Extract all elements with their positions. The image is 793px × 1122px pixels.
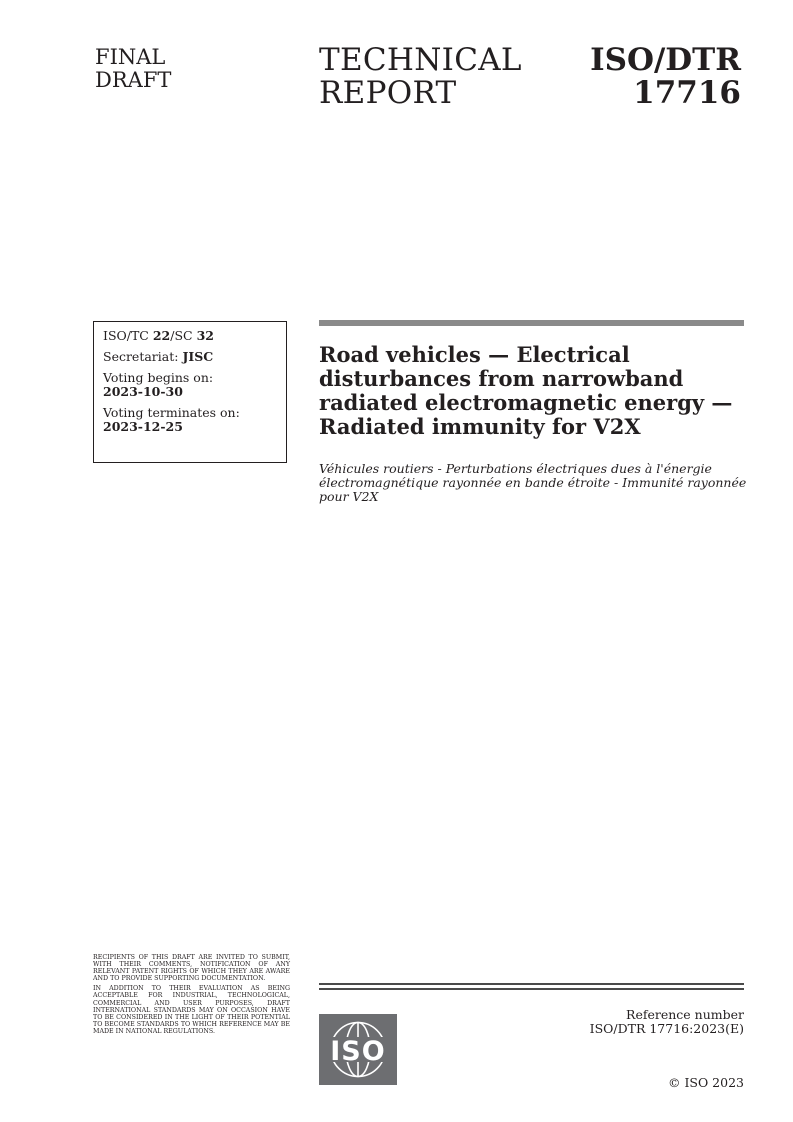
french-title-line-1: Véhicules routiers - Perturbations électriques dues à l'énergie (319, 461, 712, 476)
document-title (319, 343, 749, 439)
voting-begins-label: Voting begins on: (103, 370, 214, 385)
copyright-notice: © ISO 2023 (667, 1075, 744, 1090)
voting-begins-value (103, 385, 277, 399)
title-divider (319, 320, 744, 326)
recipients-notice (93, 954, 290, 1038)
title-line-4: Radiated immunity for V2X (319, 414, 641, 439)
french-title-line-2: électromagnétique rayonnée en bande étroite - Immunité rayonnée (319, 475, 747, 490)
reference-block (590, 1008, 744, 1036)
document-number (590, 44, 741, 110)
voting-ends-value (103, 420, 277, 434)
committee-tc: 22 (152, 328, 171, 343)
iso-logo-text: ISO (330, 1036, 386, 1067)
reference-label: Reference number (626, 1007, 744, 1022)
iso-logo (319, 1014, 397, 1085)
title-line-2: disturbances from narrowband (319, 366, 684, 391)
committee-mid: /SC (170, 328, 197, 343)
document-type-line-1: TECHNICAL (319, 42, 522, 78)
committee-info-box (93, 321, 287, 463)
notice-paragraph-2: IN ADDITION TO THEIR EVALUATION AS BEING ACCEPTABLE FOR INDUSTRIAL, TECHNOLOGICAL, COMMERCIAL AND USER PURPOSES, DRAFT INTERNATIONAL STANDARDS MAY ON OCCASION HAVE TO BE CONSIDERED IN THE LIGHT OF THEIR POTENTIAL TO BECOME STANDARDS TO WHICH REFERENCE MAY BE MADE IN NATIONAL REGULATIONS. (93, 985, 290, 1035)
document-type (319, 44, 522, 110)
voting-begins-date: 2023-10-30 (103, 384, 183, 399)
committee-line (103, 329, 277, 343)
voting-ends-date: 2023-12-25 (103, 419, 183, 434)
committee-prefix: ISO/TC (103, 328, 153, 343)
reference-value: ISO/DTR 17716:2023(E) (589, 1021, 744, 1036)
footer-rule-top (319, 983, 744, 985)
french-title (319, 462, 749, 504)
secretariat-label: Secretariat: (103, 349, 183, 364)
title-line-1: Road vehicles — Electrical (319, 342, 630, 367)
secretariat-value: JISC (182, 349, 214, 364)
secretariat-line (103, 350, 277, 364)
stage-line-1: FINAL (95, 45, 166, 69)
footer-rule-bottom (319, 988, 744, 990)
document-number-line-1: ISO/DTR (590, 42, 741, 78)
title-line-3: radiated electromagnetic energy — (319, 390, 733, 415)
iso-logo-icon (319, 1014, 397, 1085)
notice-paragraph-1: RECIPIENTS OF THIS DRAFT ARE INVITED TO SUBMIT, WITH THEIR COMMENTS, NOTIFICATION OF ANY RELEVANT PATENT RIGHTS OF WHICH THEY ARE AWARE AND TO PROVIDE SUPPORTING DOCUMENTATION. (93, 954, 290, 983)
stage-line-2: DRAFT (95, 68, 172, 92)
document-type-line-2: REPORT (319, 75, 457, 111)
stage-label (95, 46, 171, 92)
french-title-line-3: pour V2X (319, 489, 379, 504)
committee-sc: 32 (196, 328, 214, 343)
document-number-line-2: 17716 (633, 75, 741, 111)
voting-ends-label: Voting terminates on: (103, 405, 240, 420)
